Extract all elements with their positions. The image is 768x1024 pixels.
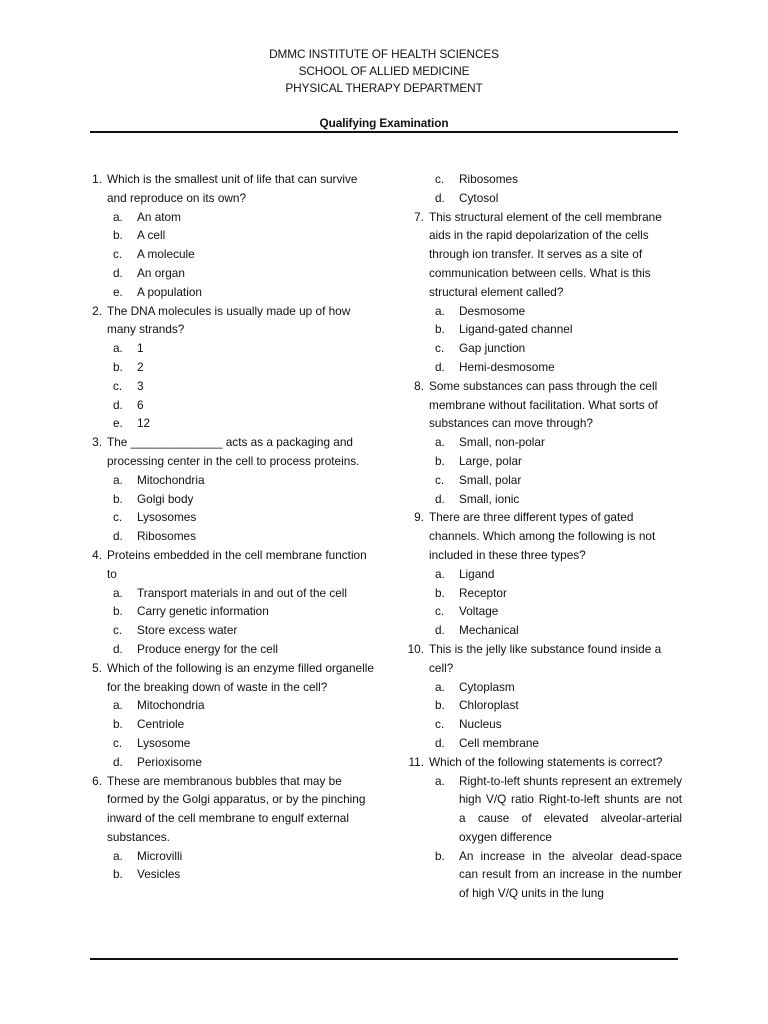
answer-option [431, 490, 682, 509]
institute-name: DMMC INSTITUTE OF HEALTH SCIENCES [269, 47, 499, 61]
option-text: 12 [137, 416, 151, 431]
answer-option [431, 302, 682, 321]
option-text: Ribosomes [459, 172, 519, 186]
option-text: Cytosol [459, 190, 499, 205]
option-text: Vesicles [137, 867, 181, 882]
question-stem: This structural element of the cell membrane aids in the rapid depolarization of the cells through ion transfer. It serves as a site of communication between cells. What is this structural element called? [429, 209, 662, 299]
question-5 [80, 659, 376, 772]
option-letter: c. [113, 247, 123, 262]
question-2 [80, 302, 376, 434]
answer-option [109, 602, 376, 621]
right-column [402, 170, 682, 903]
answer-option [109, 640, 376, 659]
question-stem: Which is the smallest unit of life that can survive and reproduce on its own? [107, 172, 358, 205]
option-letter: b. [113, 228, 123, 243]
option-letter: d. [435, 359, 445, 374]
question-6 [80, 772, 376, 885]
option-text: Small, ionic [459, 491, 520, 506]
answer-option [431, 170, 682, 189]
option-letter: c. [113, 623, 123, 638]
question-number: 10. [407, 641, 424, 656]
footer-divider [90, 958, 678, 960]
option-letter: a. [435, 303, 445, 318]
option-letter: a. [435, 679, 445, 694]
option-letter: b. [113, 491, 123, 506]
question-1 [80, 170, 376, 302]
answer-option [109, 245, 376, 264]
option-text: Cytoplasm [459, 679, 515, 694]
school-name: SCHOOL OF ALLIED MEDICINE [298, 64, 470, 78]
answer-option [109, 471, 376, 490]
option-text: 6 [137, 397, 144, 412]
answer-option [109, 339, 376, 358]
option-text: Gap junction [459, 341, 526, 356]
option-text: Ligand-gated channel [459, 322, 573, 337]
answer-option [109, 358, 376, 377]
option-letter: b. [435, 322, 445, 337]
option-text: Ligand [459, 566, 495, 581]
option-letter: d. [113, 397, 123, 412]
answer-option [431, 584, 682, 603]
question-stem: Which of the following is an enzyme filled organelle for the breaking down of waste in the cell? [107, 660, 374, 694]
question-number: 8. [414, 378, 424, 393]
option-letter: a. [113, 848, 123, 863]
question-number: 9. [414, 510, 424, 525]
option-letter: b. [113, 604, 123, 619]
option-text: Voltage [459, 604, 499, 619]
option-letter: a. [113, 341, 123, 356]
question-number: 3. [92, 435, 102, 450]
option-text: Mitochondria [137, 698, 205, 713]
answer-option [431, 715, 682, 734]
option-letter: b. [435, 848, 445, 863]
option-letter: b. [435, 453, 445, 468]
option-text: Golgi body [137, 491, 194, 506]
option-text: Centriole [137, 717, 185, 732]
option-letter: d. [435, 623, 445, 638]
option-letter: e. [113, 284, 123, 299]
option-letter: c. [113, 510, 123, 525]
option-text: A cell [137, 228, 166, 243]
answer-option [431, 433, 682, 452]
option-letter: e. [113, 416, 123, 431]
option-text: Lysosome [137, 735, 191, 750]
answer-option [109, 621, 376, 640]
option-letter: c. [113, 735, 123, 750]
question-10 [402, 640, 682, 753]
option-letter: c. [435, 172, 445, 186]
option-letter: c. [435, 717, 445, 732]
question-number: 7. [414, 209, 424, 224]
option-text: Perioxisome [137, 754, 202, 769]
question-stem: These are membranous bubbles that may be formed by the Golgi apparatus, or by the pinching inward of the cell membrane to engulf external substances. [107, 773, 366, 844]
option-text: Hemi-desmosome [459, 359, 555, 374]
answer-option [431, 358, 682, 377]
option-text: Chloroplast [459, 698, 519, 713]
question-number: 2. [92, 303, 102, 318]
option-text: 1 [137, 341, 144, 356]
option-text: Store excess water [137, 623, 238, 638]
option-letter: a. [435, 435, 445, 450]
answer-option [109, 753, 376, 772]
option-letter: a. [113, 472, 123, 487]
option-text: Desmosome [459, 303, 526, 318]
answer-option [109, 734, 376, 753]
question-stem: This is the jelly like substance found inside a cell? [429, 641, 662, 675]
question-3 [80, 433, 376, 546]
question-stem: The ______________ acts as a packaging and processing center in the cell to process proteins. [107, 435, 360, 468]
answer-option [431, 339, 682, 358]
question-7 [402, 208, 682, 377]
option-text: Nucleus [459, 717, 502, 732]
option-letter: a. [113, 209, 123, 224]
question-number: 6. [92, 773, 102, 788]
answer-option [431, 621, 682, 640]
answer-option [431, 772, 682, 847]
option-letter: d. [435, 735, 445, 750]
answer-option [431, 734, 682, 753]
answer-option [431, 602, 682, 621]
option-text: Produce energy for the cell [137, 641, 278, 656]
option-text: Microvilli [137, 848, 183, 863]
option-letter: b. [113, 717, 123, 732]
question-number: 11. [408, 754, 424, 769]
question-number: 1. [92, 172, 102, 186]
option-text: Ribosomes [137, 529, 197, 544]
answer-option [431, 320, 682, 339]
option-text: Small, polar [459, 472, 522, 487]
option-text: Small, non-polar [459, 435, 545, 450]
option-letter: b. [113, 867, 123, 882]
option-letter: a. [113, 698, 123, 713]
answer-option [109, 377, 376, 396]
option-letter: a. [435, 773, 445, 788]
left-column [80, 170, 376, 884]
answer-option [109, 696, 376, 715]
question-number: 5. [92, 660, 102, 675]
answer-option [109, 527, 376, 546]
option-text: An increase in the alveolar dead-space can result from an increase in the number of high V/Q units in the lung [459, 848, 682, 901]
option-letter: d. [113, 529, 123, 544]
option-text: Carry genetic information [137, 604, 269, 619]
option-letter: a. [113, 585, 123, 600]
answer-option [109, 414, 376, 433]
answer-option [431, 678, 682, 697]
option-letter: c. [435, 604, 445, 619]
option-letter: c. [113, 378, 123, 393]
option-letter: d. [113, 265, 123, 280]
option-text: 3 [137, 378, 144, 393]
option-text: 2 [137, 359, 144, 374]
option-letter: b. [113, 359, 123, 374]
question-stem: The DNA molecules is usually made up of how many strands? [107, 303, 351, 337]
option-text: Lysosomes [137, 510, 197, 525]
option-text: A population [137, 284, 202, 299]
exam-title: Qualifying Examination [319, 116, 449, 130]
answer-option [109, 715, 376, 734]
question-6-continued [402, 170, 682, 208]
option-text: A molecule [137, 247, 195, 262]
option-letter: d. [435, 190, 445, 205]
option-letter: b. [435, 585, 445, 600]
answer-option [109, 490, 376, 509]
answer-option [431, 189, 682, 208]
answer-option [109, 865, 376, 884]
option-letter: a. [435, 566, 445, 581]
answer-option [109, 847, 376, 866]
answer-option [431, 696, 682, 715]
option-letter: b. [435, 698, 445, 713]
answer-option [431, 452, 682, 471]
option-text: Mitochondria [137, 472, 205, 487]
document-header [0, 46, 768, 132]
question-stem: Some substances can pass through the cell membrane without facilitation. What sorts of substances can move through? [429, 378, 658, 431]
option-text: Cell membrane [459, 735, 539, 750]
option-letter: c. [435, 472, 445, 487]
answer-option [109, 508, 376, 527]
option-letter: d. [113, 641, 123, 656]
option-text: Mechanical [459, 623, 519, 638]
question-4 [80, 546, 376, 659]
option-text: An atom [137, 209, 181, 224]
answer-option [109, 584, 376, 603]
department-name: PHYSICAL THERAPY DEPARTMENT [285, 81, 483, 95]
option-letter: c. [435, 341, 445, 356]
option-text: Transport materials in and out of the cell [137, 585, 348, 600]
option-text: An organ [137, 265, 185, 280]
answer-option [109, 264, 376, 283]
header-divider [90, 131, 678, 133]
answer-option [431, 471, 682, 490]
question-11 [402, 753, 682, 903]
answer-option [109, 396, 376, 415]
answer-option [431, 565, 682, 584]
answer-option [431, 847, 682, 903]
option-text: Large, polar [459, 453, 522, 468]
answer-option [109, 208, 376, 227]
option-text: Right-to-left shunts represent an extremely high V/Q ratio Right-to-left shunts are not a cause of elevated alveolar-arterial oxygen difference [459, 773, 682, 844]
question-stem: Proteins embedded in the cell membrane function to [107, 547, 367, 581]
question-9 [402, 508, 682, 640]
question-8 [402, 377, 682, 509]
question-stem: Which of the following statements is correct? [429, 754, 663, 769]
answer-option [109, 226, 376, 245]
option-letter: d. [435, 491, 445, 506]
option-letter: d. [113, 754, 123, 769]
question-stem: There are three different types of gated channels. Which among the following is not included in these three types? [429, 510, 656, 562]
option-text: Receptor [459, 585, 507, 600]
answer-option [109, 283, 376, 302]
question-number: 4. [92, 547, 102, 562]
